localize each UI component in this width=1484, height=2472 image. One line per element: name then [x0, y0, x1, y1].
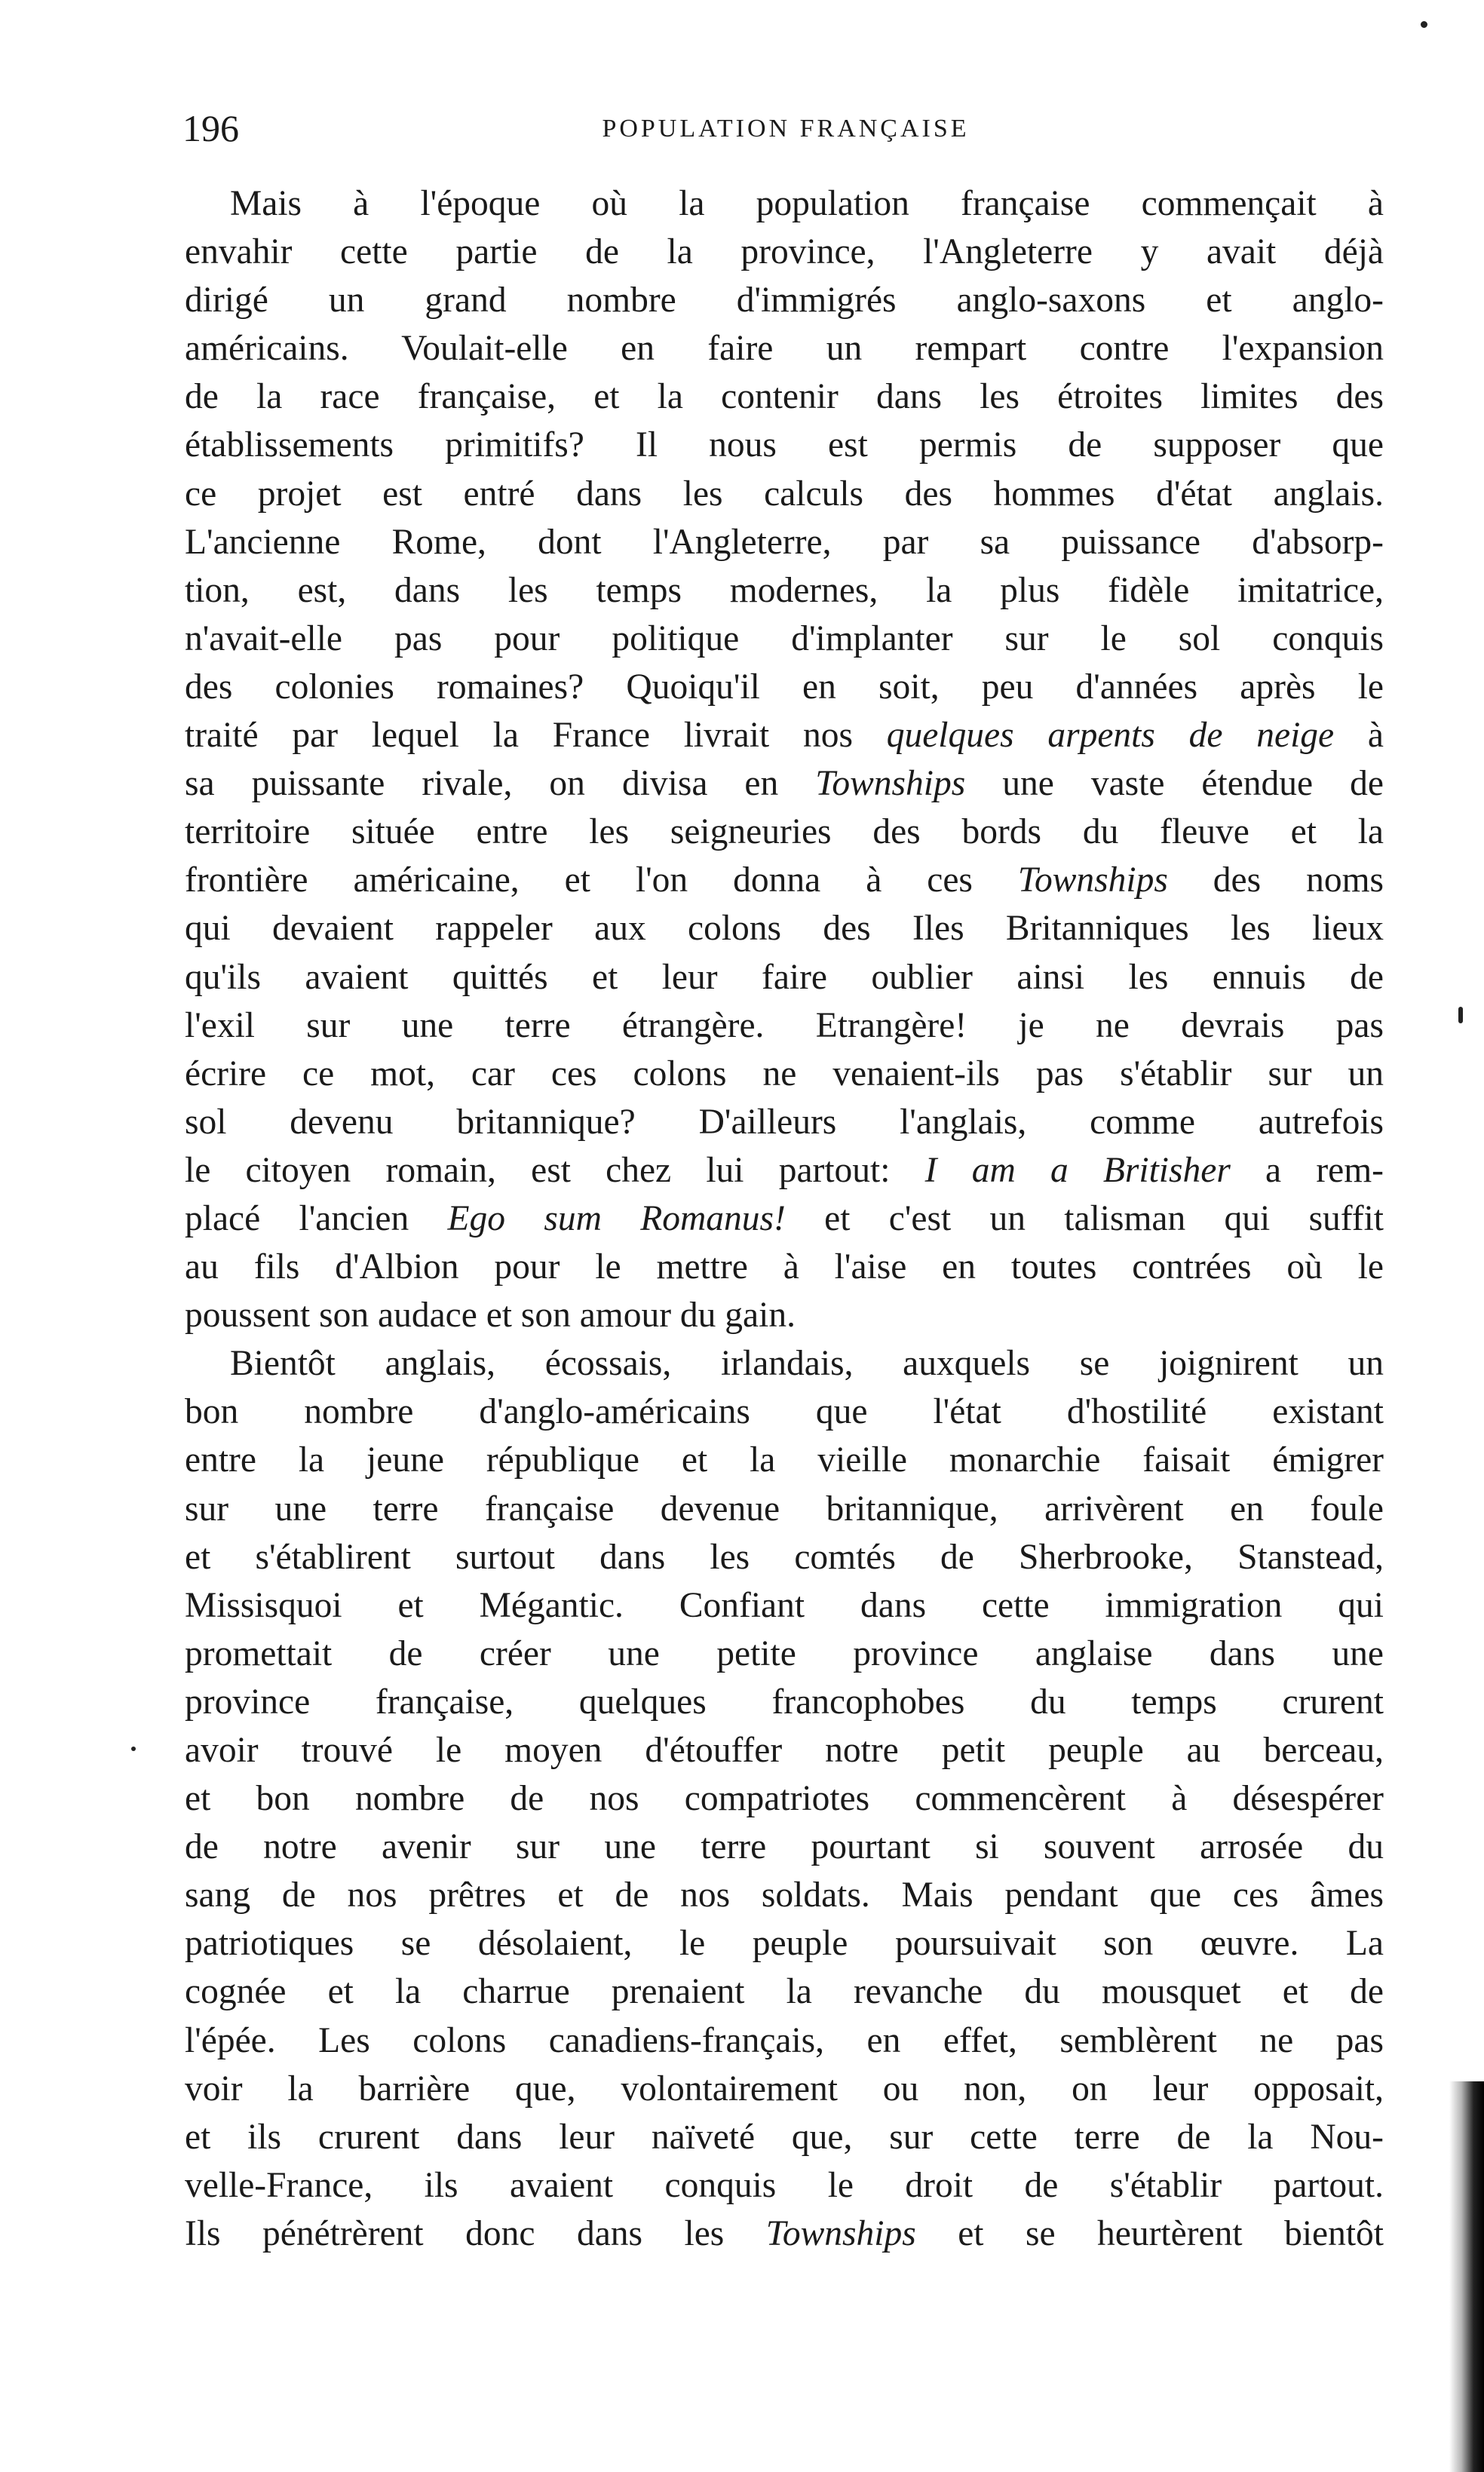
- text-line: [185, 1823, 1384, 1871]
- text-run: des noms: [1167, 860, 1384, 900]
- text-run: Mais à l'époque où la population française commençait à: [230, 184, 1384, 223]
- italic-phrase: Townships: [1017, 860, 1168, 900]
- text-run: ce projet est entré dans les calculs des hommes d'état anglais.: [185, 474, 1384, 514]
- text-run: promettait de créer une petite province anglaise dans une: [185, 1633, 1384, 1673]
- text-line: [185, 856, 1384, 904]
- text-run: n'avait-elle pas pour politique d'implanter sur le sol conquis: [185, 618, 1384, 658]
- text-line: [185, 179, 1384, 228]
- text-run: voir la barrière que, volontairement ou non, on leur opposait,: [185, 2069, 1384, 2109]
- text-line: [185, 1146, 1384, 1195]
- text-line: [185, 615, 1384, 663]
- text-run: qu'ils avaient quittés et leur faire oublier ainsi les ennuis de: [185, 957, 1384, 997]
- text-run: américains. Voulait-elle en faire un rempart contre l'expansion: [185, 329, 1384, 369]
- text-run: a rem-: [1230, 1150, 1384, 1190]
- text-run: placé l'ancien: [185, 1198, 448, 1238]
- text-run: des colonies romaines? Quoiqu'il en soit, peu d'années après le: [185, 667, 1384, 707]
- text-line: [185, 1485, 1384, 1533]
- text-run: avoir trouvé le moyen d'étouffer notre petit peuple au berceau,: [185, 1731, 1384, 1770]
- text-run: et bon nombre de nos compatriotes commencèrent à désespérer: [185, 1779, 1384, 1819]
- text-line: [185, 276, 1384, 324]
- running-title: POPULATION FRANÇAISE: [602, 115, 970, 143]
- text-run: sang de nos prêtres et de nos soldats. Mais pendant que ces âmes: [185, 1875, 1384, 1915]
- text-run: et c'est un talisman qui suffit: [785, 1198, 1384, 1238]
- text-run: entre la jeune république et la vieille monarchie faisait émigrer: [185, 1440, 1384, 1480]
- text-run: une vaste étendue de: [965, 764, 1384, 804]
- text-run: tion, est, dans les temps modernes, la plus fidèle imitatrice,: [185, 570, 1384, 610]
- text-run: traité par lequel la France livrait nos: [185, 716, 887, 756]
- text-line: [185, 373, 1384, 421]
- text-run: le citoyen romain, est chez lui partout:: [185, 1150, 925, 1190]
- text-run: sol devenu britannique? D'ailleurs l'anglais, comme autrefois: [185, 1102, 1384, 1142]
- text-run: sa puissante rivale, on divisa en: [185, 764, 816, 804]
- text-run: et ils crurent dans leur naïveté que, sur cette terre de la Nou-: [185, 2117, 1384, 2157]
- text-run: frontière américaine, et l'on donna à ces: [185, 860, 1018, 900]
- text-line: [185, 1967, 1384, 2016]
- text-line: [185, 1630, 1384, 1678]
- text-run: Ils pénétrèrent donc dans les: [185, 2213, 766, 2253]
- text-line: [185, 1195, 1384, 1243]
- text-run: au fils d'Albion pour le mettre à l'aise en toutes contrées où le: [185, 1247, 1384, 1287]
- italic-phrase: Ego sum Romanus!: [447, 1198, 786, 1238]
- text-run: cognée et la charrue prenaient la revanche du mousquet et de: [185, 1972, 1384, 2012]
- text-run: velle-France, ils avaient conquis le droit de s'établir partout.: [185, 2165, 1384, 2205]
- ink-speck: [1421, 21, 1427, 28]
- text-line: [185, 1533, 1384, 1581]
- italic-phrase: Townships: [765, 2213, 916, 2253]
- text-run: à: [1334, 716, 1384, 756]
- text-line: [185, 1436, 1384, 1484]
- ink-speck: [131, 1747, 136, 1751]
- text-line: [185, 518, 1384, 566]
- body-text: [185, 179, 1384, 2258]
- text-run: de la race française, et la contenir dans les étroites limites des: [185, 377, 1384, 417]
- text-line: [185, 663, 1384, 711]
- text-line: [185, 1581, 1384, 1630]
- text-run: l'épée. Les colons canadiens-français, en effet, semblèrent ne pas: [185, 2020, 1384, 2060]
- text-line: [185, 1919, 1384, 1967]
- text-line: [185, 566, 1384, 615]
- page-edge-shadow: [1449, 2081, 1484, 2472]
- text-line: [185, 1291, 1384, 1339]
- running-head: [182, 102, 1389, 155]
- italic-phrase: quelques arpents de neige: [886, 716, 1335, 756]
- text-run: patriotiques se désolaient, le peuple poursuivait son œuvre. La: [185, 1924, 1384, 1964]
- text-run: bon nombre d'anglo-américains que l'état d'hostilité existant: [185, 1392, 1384, 1432]
- text-run: établissements primitifs? Il nous est permis de supposer que: [185, 425, 1384, 465]
- text-run: l'exil sur une terre étrangère. Etrangère! je ne devrais pas: [185, 1005, 1384, 1045]
- italic-phrase: Townships: [815, 764, 966, 804]
- text-line: [185, 711, 1384, 759]
- text-line: [185, 2210, 1384, 2258]
- text-run: province française, quelques francophobes du temps crurent: [185, 1682, 1384, 1722]
- text-line: [185, 808, 1384, 856]
- italic-phrase: I am a Britisher: [924, 1150, 1231, 1190]
- text-line: [185, 759, 1384, 808]
- text-run: Missisquoi et Mégantic. Confiant dans cette immigration qui: [185, 1585, 1384, 1625]
- text-line: [185, 1774, 1384, 1823]
- text-line: [185, 2161, 1384, 2210]
- text-line: [185, 1678, 1384, 1726]
- text-line: [185, 1098, 1384, 1146]
- text-line: [185, 1339, 1384, 1388]
- text-line: [185, 324, 1384, 373]
- text-run: sur une terre française devenue britannique, arrivèrent en foule: [185, 1489, 1384, 1529]
- text-run: dirigé un grand nombre d'immigrés anglo-saxons et anglo-: [185, 281, 1384, 321]
- page-number: 196: [182, 107, 239, 149]
- text-run: territoire située entre les seigneuries des bords du fleuve et la: [185, 812, 1384, 852]
- text-run: de notre avenir sur une terre pourtant si souvent arrosée du: [185, 1827, 1384, 1867]
- text-line: [185, 904, 1384, 952]
- text-run: envahir cette partie de la province, l'Angleterre y avait déjà: [185, 232, 1384, 272]
- text-line: [185, 1001, 1384, 1050]
- text-run: poussent son audace et son amour du gain.: [185, 1296, 796, 1336]
- text-run: Bientôt anglais, écossais, irlandais, auxquels se joignirent un: [230, 1344, 1384, 1384]
- text-line: [185, 2065, 1384, 2113]
- text-line: [185, 1388, 1384, 1436]
- text-run: et s'établirent surtout dans les comtés de Sherbrooke, Stanstead,: [185, 1537, 1384, 1577]
- text-line: [185, 1243, 1384, 1291]
- text-line: [185, 1726, 1384, 1774]
- text-run: écrire ce mot, car ces colons ne venaient-ils pas s'établir sur un: [185, 1054, 1384, 1093]
- text-run: qui devaient rappeler aux colons des Iles Britanniques les lieux: [185, 909, 1384, 949]
- ink-speck: [1458, 1007, 1463, 1023]
- text-line: [185, 1050, 1384, 1098]
- text-line: [185, 228, 1384, 276]
- text-run: et se heurtèrent bientôt: [915, 2213, 1384, 2253]
- text-line: [185, 953, 1384, 1001]
- text-line: [185, 2113, 1384, 2161]
- text-line: [185, 2017, 1384, 2065]
- text-line: [185, 1871, 1384, 1919]
- text-run: L'ancienne Rome, dont l'Angleterre, par sa puissance d'absorp-: [185, 522, 1384, 562]
- text-line: [185, 421, 1384, 469]
- text-line: [185, 470, 1384, 518]
